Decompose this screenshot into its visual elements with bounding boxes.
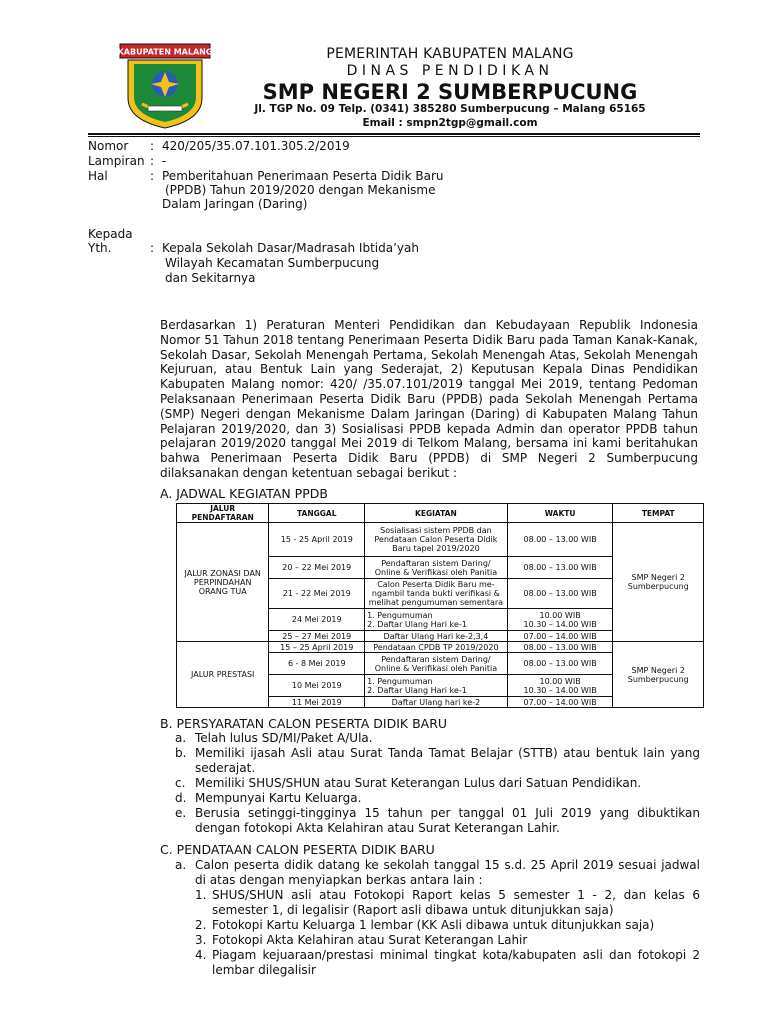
table-row <box>177 642 704 653</box>
kegiatan-cell: Daftar Ulang hari ke-2 <box>365 697 508 708</box>
section-c-title: C. PENDATAAN CALON PESERTA DIDIK BARU <box>160 842 435 857</box>
yth-line-3: dan Sekitarnya <box>165 271 256 285</box>
kegiatan-cell: Pendataan CPDB TP 2019/2020 <box>365 642 508 653</box>
list-item-letter: c. <box>175 776 186 790</box>
kegiatan-cell: 1. Pengumuman 2. Daftar Ulang Hari ke-1 <box>365 609 508 631</box>
body-paragraph: Berdasarkan 1) Peraturan Menteri Pendidikan dan Kebudayaan Republik Indonesia Nomor 51 Tahun 2018 tentang Penerimaan Peserta Didik Baru pada Taman Kanak-Kanak, Sekolah Dasar, Sekolah Menengah Pertama, Sekolah Menengah Atas, Sekolah Menengah Kejuruan, atau Bentuk Lain yang Sederajat, 2) Keputusan Kepala Dinas Pendidikan Kabupaten Malang nomor: 420/ /35.07.101/2019 tanggal Mei 2019, tentang Pedoman Pelaksanaan Penerimaan Peserta Didik Baru (PPDB) pada Sekolah Menengah Pertama (SMP) Negeri dengan Mekanisme Dalam Jaringan (Daring) di Kabupaten Malang Tahun Pelajaran 2019/2020, dan 3) Sosialisasi PPDB kepada Admin dan operator PPDB tahun pelajaran 2019/2020 tanggal Mei 2019 di Telkom Malang, bersama ini kami beritahukan bahwa Penerimaan Peserta Didik Baru (PPDB) di SMP Negeri 2 Sumberpucung dilaksanakan dengan ketentuan sebagai berikut : <box>160 318 698 480</box>
yth-line-1: Kepala Sekolah Dasar/Madrasah Ibtida’yah <box>162 241 419 255</box>
waktu-cell: 10.00 WIB 10.30 – 14.00 WIB <box>507 675 613 697</box>
sub-item: Fotokopi Akta Kelahiran atau Surat Keterangan Lahir <box>212 933 528 947</box>
table-header-row <box>177 504 704 523</box>
list-item-letter: b. <box>175 746 187 760</box>
logo-banner-text: KABUPATEN MALANG <box>118 47 212 57</box>
list-item-letter: d. <box>175 791 187 805</box>
sub-item-number: 1. <box>195 888 207 902</box>
tanggal-cell: 25 – 27 Mei 2019 <box>269 631 365 642</box>
yth-colon: : <box>150 241 155 255</box>
hal-label: Hal <box>88 169 108 183</box>
nomor-value: 420/205/35.07.101.305.2/2019 <box>162 139 350 153</box>
header-email: Email : smpn2tgp@gmail.com <box>362 117 538 129</box>
sub-item: Piagam kejuaraan/prestasi minimal tingkat kota/kabupaten asli dan fotokopi 2 lembar dilegalisir <box>212 948 700 977</box>
tanggal-cell: 20 – 22 Mei 2019 <box>269 557 365 579</box>
kegiatan-cell: Calon Peserta Didik Baru me-ngambil tanda bukti verifikasi & melihat pengumuman sementara <box>365 579 508 609</box>
waktu-cell: 08.00 – 13.00 WIB <box>507 557 613 579</box>
waktu-cell: 08.00 – 13.00 WIB <box>507 642 613 653</box>
sub-item: SHUS/SHUN asli atau Fotokopi Raport kelas 5 semester 1 - 2, dan kelas 6 semester 1, di legalisir (Raport asli dibawa untuk ditunjukkan saja) <box>212 888 700 917</box>
waktu-cell: 08.00 – 13.00 WIB <box>507 523 613 557</box>
section-b-title: B. PERSYARATAN CALON PESERTA DIDIK BARU <box>160 716 448 731</box>
waktu-cell: 08.00 – 13.00 WIB <box>507 653 613 675</box>
tanggal-cell: 11 Mei 2019 <box>269 697 365 708</box>
jalur-zonasi-cell: JALUR ZONASI DAN PERPINDAHAN ORANG TUA <box>177 523 269 642</box>
header-rule-thin <box>88 136 700 137</box>
list-item: Calon peserta didik datang ke sekolah tanggal 15 s.d. 25 April 2019 sesuai jadwal di atas dengan menyiapkan berkas antara lain : <box>195 858 700 887</box>
lampiran-label: Lampiran <box>88 154 145 168</box>
tanggal-cell: 6 - 8 Mei 2019 <box>269 653 365 675</box>
header-jalur: JALUR PENDAFTARAN <box>177 504 269 523</box>
kegiatan-cell: Sosialisasi sistem PPDB dan Pendataan Calon Peserta Didik Baru tapel 2019/2020 <box>365 523 508 557</box>
lampiran-colon: : <box>150 154 155 168</box>
yth-line-2: Wilayah Kecamatan Sumberpucung <box>165 256 380 270</box>
header-waktu: WAKTU <box>507 504 613 523</box>
tanggal-cell: 21 - 22 Mei 2019 <box>269 579 365 609</box>
nomor-label: Nomor <box>88 139 129 153</box>
tanggal-cell: 24 Mei 2019 <box>269 609 365 631</box>
list-item: Mempunyai Kartu Keluarga. <box>195 791 362 805</box>
list-item: Memiliki SHUS/SHUN atau Surat Keterangan Lulus dari Satuan Pendidikan. <box>195 776 642 790</box>
sub-item-number: 4. <box>195 948 207 962</box>
table-row <box>177 523 704 557</box>
section-a-title: A. JADWAL KEGIATAN PPDB <box>160 486 328 501</box>
hal-line-2: (PPDB) Tahun 2019/2020 dengan Mekanisme <box>165 183 436 197</box>
hal-line-1: Pemberitahuan Penerimaan Peserta Didik Baru <box>162 169 444 183</box>
header-school-name: SMP NEGERI 2 SUMBERPUCUNG <box>262 80 638 104</box>
kepada-label: Kepada <box>88 227 133 241</box>
list-item-letter: a. <box>175 731 187 745</box>
sub-item: Fotokopi Kartu Keluarga 1 lembar (KK Asli dibawa untuk ditunjukkan saja) <box>212 918 655 932</box>
tempat-cell: SMP Negeri 2 Sumberpucung <box>613 523 704 642</box>
yth-label: Yth. <box>88 241 112 255</box>
nomor-colon: : <box>150 139 155 153</box>
list-item: Memiliki ijasah Asli atau Surat Tanda Tamat Belajar (STTB) atau bentuk lain yang sederajat. <box>195 746 700 775</box>
kegiatan-cell: Pendaftaran sistem Daring/ Online & Verifikasi oleh Panitia <box>365 557 508 579</box>
header-kegiatan: KEGIATAN <box>365 504 508 523</box>
hal-line-3: Dalam Jaringan (Daring) <box>162 197 308 211</box>
hal-colon: : <box>150 169 155 183</box>
header-address: Jl. TGP No. 09 Telp. (0341) 385280 Sumberpucung – Malang 65165 <box>254 103 646 115</box>
lampiran-value: - <box>162 154 167 168</box>
list-item-letter: e. <box>175 806 187 820</box>
schedule-table <box>176 503 704 708</box>
waktu-cell: 07.00 – 14.00 WIB <box>507 697 613 708</box>
list-item: Berusia setinggi-tingginya 15 tahun per tanggal 01 Juli 2019 yang dibuktikan dengan fotokopi Akta Kelahiran atau Surat Keterangan Lahir. <box>195 806 700 835</box>
header-government: PEMERINTAH KABUPATEN MALANG <box>326 46 574 62</box>
tanggal-cell: 15 – 25 April 2019 <box>269 642 365 653</box>
tanggal-cell: 10 Mei 2019 <box>269 675 365 697</box>
waktu-cell: 10.00 WIB 10.30 – 14.00 WIB <box>507 609 613 631</box>
kegiatan-cell: Pendaftaran sistem Daring/ Online & Verifikasi oleh Panitia <box>365 653 508 675</box>
tempat-cell: SMP Negeri 2 Sumberpucung <box>613 642 704 708</box>
header-tanggal: TANGGAL <box>269 504 365 523</box>
list-item-letter: a. <box>175 858 187 872</box>
header-department: DINAS PENDIDIKAN <box>346 63 554 79</box>
jalur-prestasi-cell: JALUR PRESTASI <box>177 642 269 708</box>
kegiatan-cell: Daftar Ulang Hari ke-2,3,4 <box>365 631 508 642</box>
tanggal-cell: 15 - 25 April 2019 <box>269 523 365 557</box>
list-item: Telah lulus SD/MI/Paket A/Ula. <box>195 731 373 745</box>
header-tempat: TEMPAT <box>613 504 704 523</box>
kabupaten-malang-logo <box>118 42 212 130</box>
sub-item-number: 2. <box>195 918 207 932</box>
waktu-cell: 07.00 – 14.00 WIB <box>507 631 613 642</box>
kegiatan-cell: 1. Pengumuman 2. Daftar Ulang Hari ke-1 <box>365 675 508 697</box>
header-rule-thick <box>88 133 700 135</box>
waktu-cell: 08.00 – 13.00 WIB <box>507 579 613 609</box>
sub-item-number: 3. <box>195 933 207 947</box>
